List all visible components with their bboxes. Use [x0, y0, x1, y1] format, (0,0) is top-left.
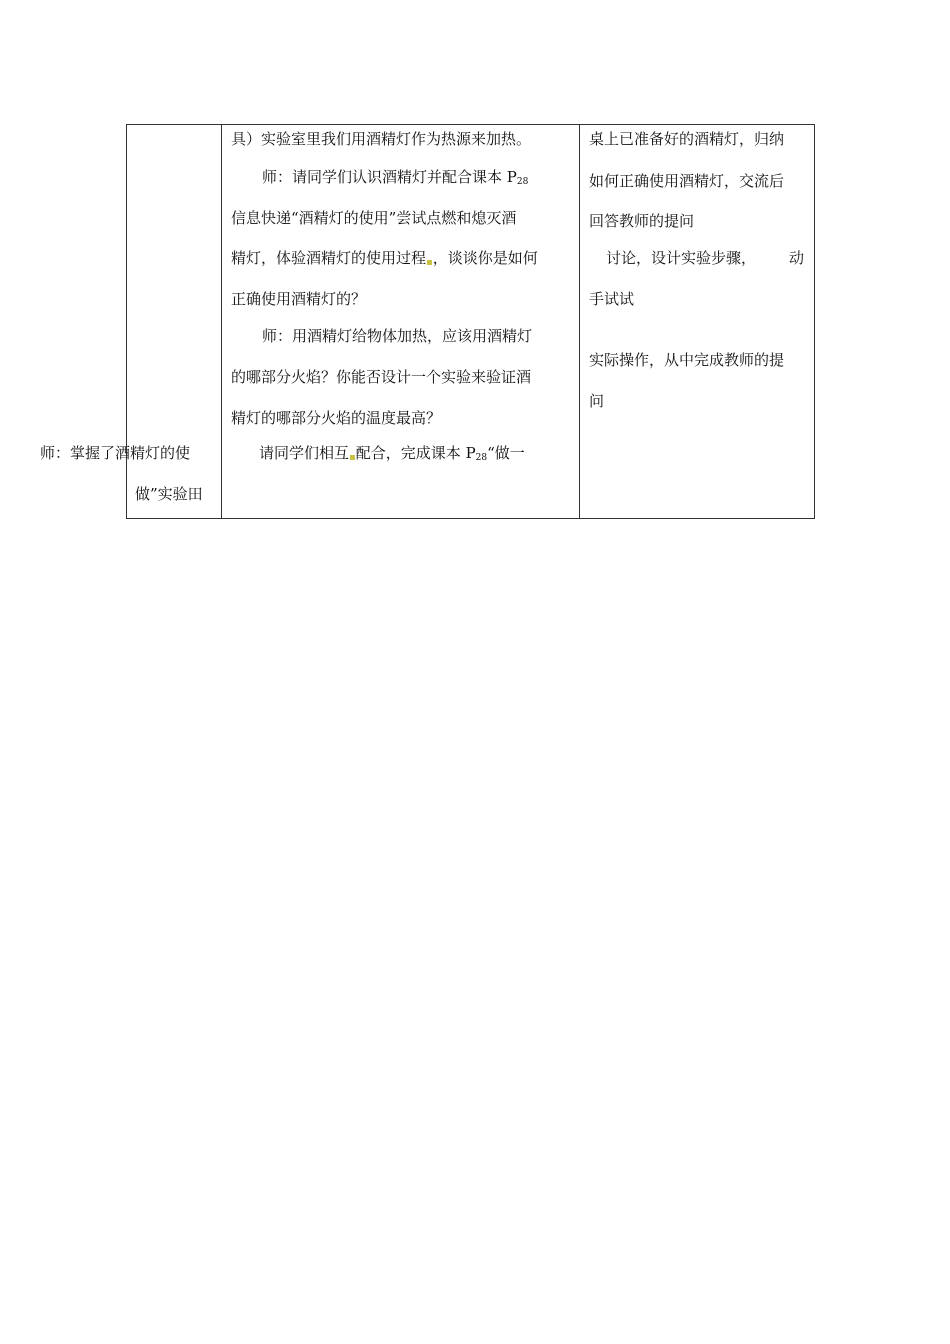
- right-text-line-4a: 讨论，设计实验步骤，: [606, 249, 757, 267]
- left-text-line-2: 做”实验田: [135, 485, 203, 503]
- right-text-line-3: 回答教师的提问: [589, 212, 695, 230]
- right-text-line-6: 实际操作，从中完成教师的提: [589, 351, 785, 369]
- middle-text-line-6: 师：用酒精灯给物体加热，应该用酒精灯: [262, 327, 533, 345]
- right-text-line-7: 问: [589, 392, 605, 410]
- middle-text-line-9: 请同学们相互▪配合，完成课本 $P_{28}“$做一: [259, 444, 525, 463]
- column-divider-right: [579, 124, 580, 519]
- right-text-line-4b: 动: [789, 249, 805, 267]
- right-text-line-5: 手试试: [589, 290, 635, 308]
- middle-text-line-1: 具）实验室里我们用酒精灯作为热源来加热。: [231, 130, 532, 148]
- middle-text-line-2: 师：请同学们认识酒精灯并配合课本 $P_{28}$: [262, 168, 529, 187]
- middle-text-line-8: 精灯的哪部分火焰的温度最高？: [231, 409, 442, 427]
- middle-text-line-4: 精灯，体验酒精灯的使用过程▪，谈谈你是如何: [231, 249, 538, 268]
- middle-text-line-7: 的哪部分火焰？你能否设计一个实验来验证酒: [231, 368, 532, 386]
- mark-dot: ▪: [349, 452, 356, 463]
- mark-dot: ▪: [426, 257, 433, 268]
- right-text-line-1: 桌上已准备好的酒精灯，归纳: [589, 130, 785, 148]
- left-text-line-1: 师：掌握了酒精灯的使: [40, 444, 191, 462]
- column-divider-left: [221, 124, 222, 519]
- middle-text-line-3: 信息快递“酒精灯的使用”尝试点燃和熄灭酒: [231, 209, 517, 227]
- right-text-line-2: 如何正确使用酒精灯，交流后: [589, 172, 785, 190]
- middle-text-line-5: 正确使用酒精灯的？: [231, 290, 367, 308]
